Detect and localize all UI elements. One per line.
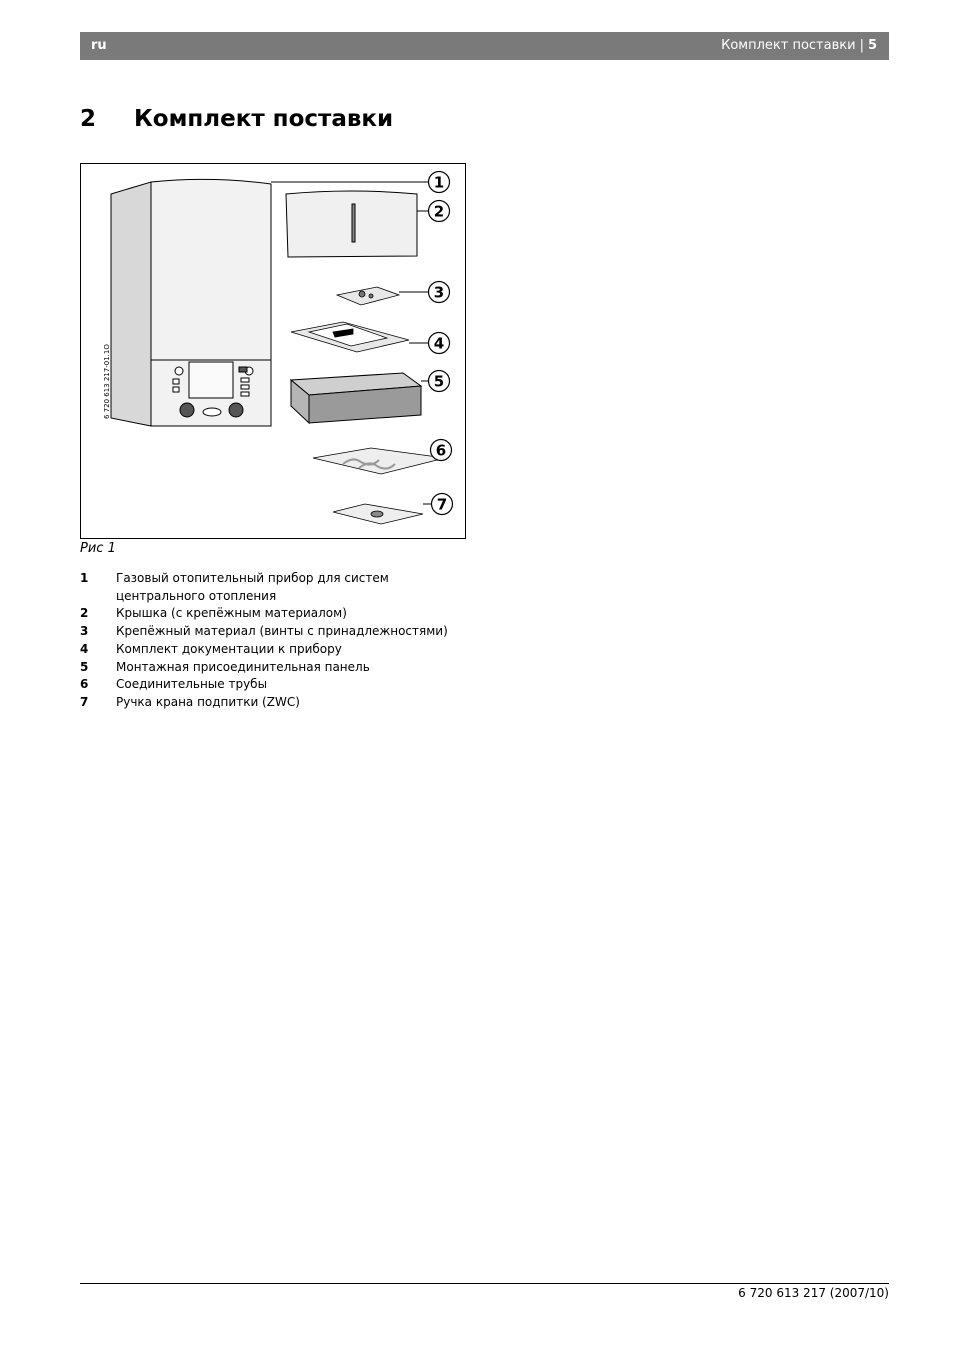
callout-markers [429,172,453,515]
footer-doc-reference: 6 720 613 217 (2007/10) [738,1286,889,1300]
callout-3: 3 [433,283,445,302]
legend-item [80,659,480,677]
pipes-illustration [313,448,445,474]
legend-number: 3 [80,624,89,639]
delivery-contents-drawing [81,164,465,538]
figure-code: 6 720 613 217-01.1O [103,344,111,419]
header-section-title: Комплект поставки [721,38,856,53]
legend-item [80,623,480,641]
figure-legend [80,570,480,712]
legend-text: Ручка крана подпитки (ZWC) [116,694,300,709]
callout-5: 5 [433,372,445,391]
fixing-material-illustration [337,287,399,305]
documentation-illustration [291,322,409,352]
header-separator: | [859,38,864,53]
footer-divider [80,1283,889,1284]
legend-item [80,676,480,694]
legend-item [80,641,480,659]
legend-text: Монтажная присоединительная панель [116,659,370,674]
legend-number: 1 [80,571,89,585]
language-code: ru [91,38,107,53]
legend-text: Газовый отопительный прибор для систем центрального отопления [116,571,389,603]
figure-illustration [80,163,466,539]
legend-text: Крышка (с крепёжным материалом) [116,606,347,621]
callout-2: 2 [433,202,445,221]
legend-item [80,570,480,605]
legend-text: Соединительные трубы [116,677,268,692]
section-number: 2 [80,106,97,132]
section-title: Комплект поставки [134,106,394,132]
callout-7: 7 [436,495,448,514]
section-heading [80,106,393,132]
callout-4: 4 [433,334,445,353]
boiler-illustration [111,179,271,426]
legend-item [80,605,480,623]
legend-number: 5 [80,659,89,674]
cover-illustration [286,191,417,257]
legend-item [80,694,480,712]
figure-caption: Рис 1 [80,541,116,556]
valve-handle-illustration [333,504,423,524]
legend-text: Крепёжный материал (винты с принадлежностями) [116,624,448,639]
legend-number: 2 [80,606,89,621]
header-page-number: 5 [867,38,877,53]
legend-number: 6 [80,677,89,692]
legend-text: Комплект документации к прибору [116,641,342,656]
page-header-bar [80,32,889,60]
callout-6: 6 [435,441,447,460]
callout-1: 1 [433,173,445,192]
mounting-panel-illustration [291,373,421,423]
legend-number: 7 [80,694,89,709]
header-right [721,38,877,53]
legend-number: 4 [80,641,89,656]
